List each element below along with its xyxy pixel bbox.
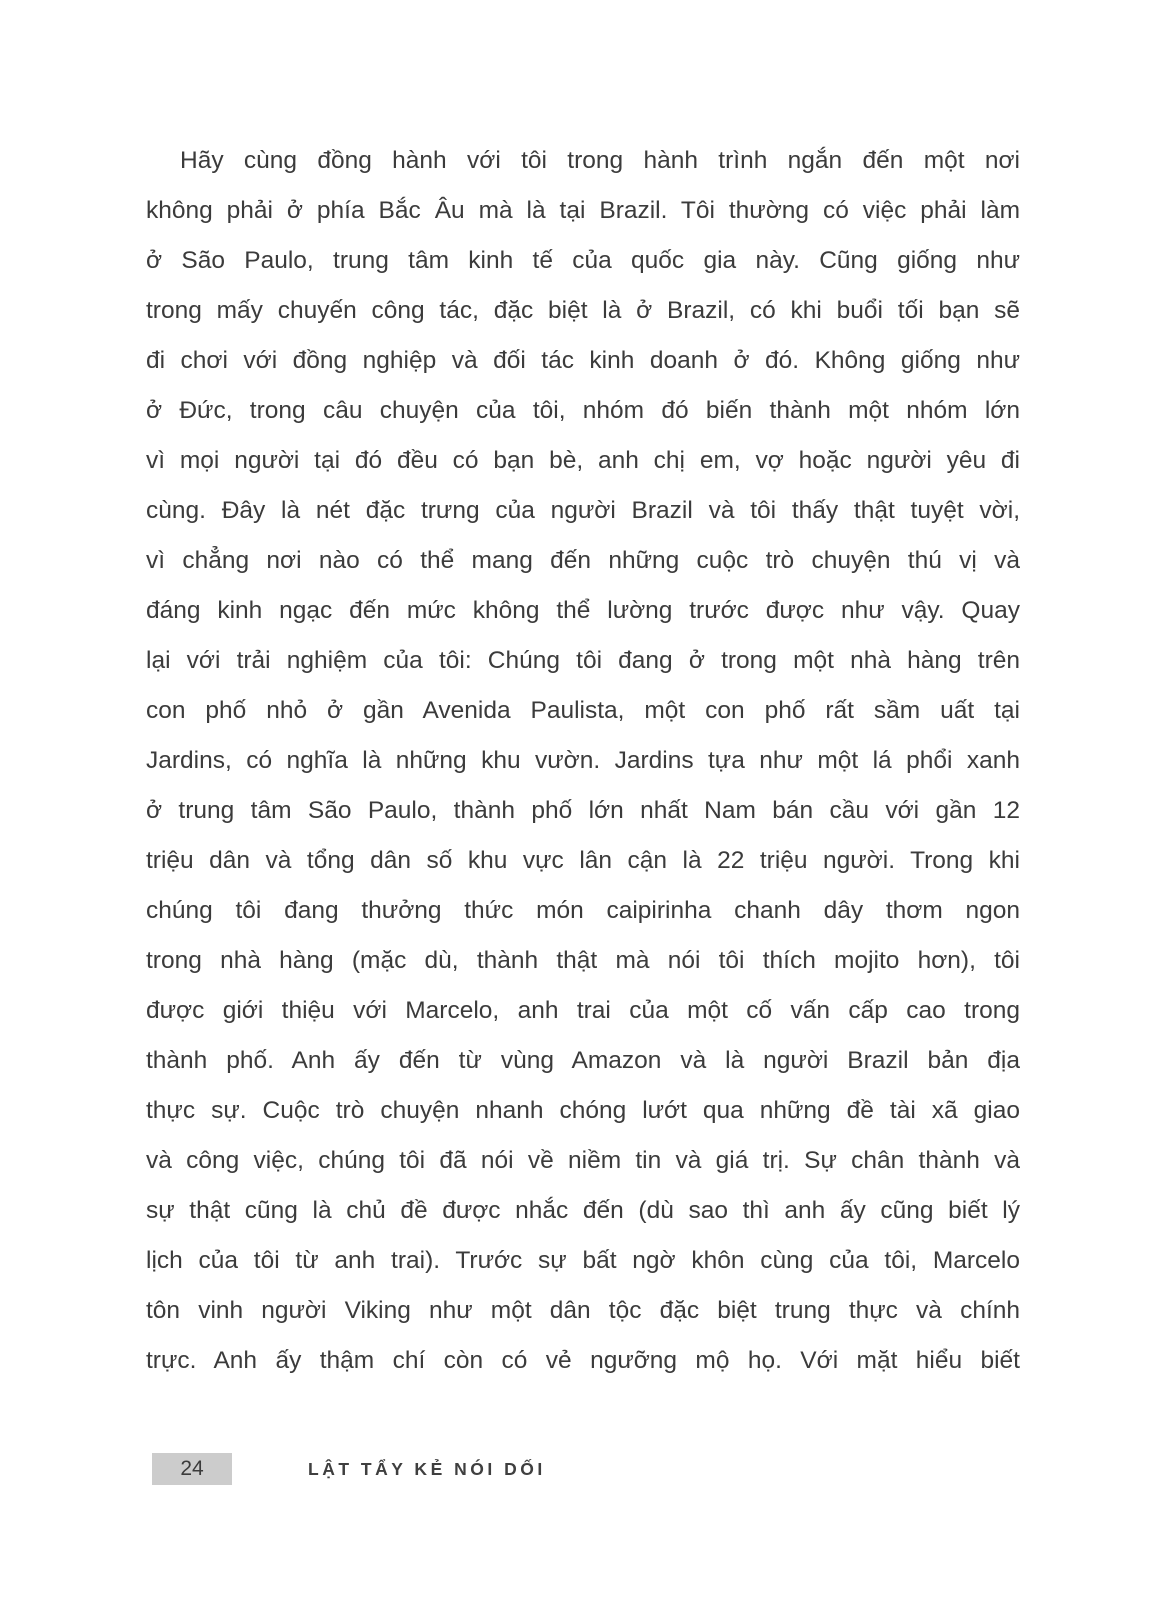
paragraph-line: ở trung tâm São Paulo, thành phố lớn nhất Nam bán cầu với gần 12 — [146, 797, 1020, 824]
paragraph-line: thành phố. Anh ấy đến từ vùng Amazon và là người Brazil bản địa — [146, 1047, 1020, 1074]
page-number-badge — [152, 1453, 232, 1485]
page-number: 24 — [180, 1457, 204, 1480]
paragraph-line: đáng kinh ngạc đến mức không thể lường trước được như vậy. Quay — [146, 597, 1020, 624]
running-title: LẬT TẨY KẺ NÓI DỐI — [308, 1458, 546, 1479]
paragraph-line: Hãy cùng đồng hành với tôi trong hành trình ngắn đến một nơi — [180, 147, 1020, 174]
paragraph-line: lại với trải nghiệm của tôi: Chúng tôi đang ở trong một nhà hàng trên — [146, 647, 1020, 674]
paragraph-line: ở Đức, trong câu chuyện của tôi, nhóm đó biến thành một nhóm lớn — [146, 397, 1020, 424]
paragraph — [146, 136, 1020, 1386]
paragraph-line: được giới thiệu với Marcelo, anh trai của một cố vấn cấp cao trong — [146, 997, 1020, 1024]
paragraph-line: Jardins, có nghĩa là những khu vườn. Jardins tựa như một lá phổi xanh — [146, 747, 1020, 774]
paragraph-line: và công việc, chúng tôi đã nói về niềm tin và giá trị. Sự chân thành và — [146, 1147, 1020, 1174]
paragraph-line: cùng. Đây là nét đặc trưng của người Brazil và tôi thấy thật tuyệt vời, — [146, 497, 1020, 524]
paragraph-line: đi chơi với đồng nghiệp và đối tác kinh doanh ở đó. Không giống như — [146, 347, 1020, 374]
paragraph-line: con phố nhỏ ở gần Avenida Paulista, một con phố rất sầm uất tại — [146, 697, 1020, 724]
paragraph-line: lịch của tôi từ anh trai). Trước sự bất ngờ khôn cùng của tôi, Marcelo — [146, 1247, 1020, 1274]
paragraph-line: vì chẳng nơi nào có thể mang đến những cuộc trò chuyện thú vị và — [146, 547, 1020, 574]
paragraph-line: không phải ở phía Bắc Âu mà là tại Brazil. Tôi thường có việc phải làm — [146, 197, 1020, 224]
paragraph-line: trong nhà hàng (mặc dù, thành thật mà nói tôi thích mojito hơn), tôi — [146, 947, 1020, 974]
paragraph-line: vì mọi người tại đó đều có bạn bè, anh chị em, vợ hoặc người yêu đi — [146, 447, 1020, 474]
paragraph-line: tôn vinh người Viking như một dân tộc đặc biệt trung thực và chính — [146, 1297, 1020, 1324]
paragraph-line: chúng tôi đang thưởng thức món caipirinha chanh dây thơm ngon — [146, 897, 1020, 924]
page-footer — [152, 1452, 546, 1486]
paragraph-line: ở São Paulo, trung tâm kinh tế của quốc gia này. Cũng giống như — [146, 247, 1020, 274]
paragraph-line: trực. Anh ấy thậm chí còn có vẻ ngưỡng mộ họ. Với mặt hiểu biết — [146, 1347, 1020, 1374]
paragraph-line: trong mấy chuyến công tác, đặc biệt là ở Brazil, có khi buổi tối bạn sẽ — [146, 297, 1020, 324]
paragraph-line: sự thật cũng là chủ đề được nhắc đến (dù sao thì anh ấy cũng biết lý — [146, 1197, 1020, 1224]
paragraph-line: thực sự. Cuộc trò chuyện nhanh chóng lướt qua những đề tài xã giao — [146, 1097, 1020, 1124]
paragraph-line: triệu dân và tổng dân số khu vực lân cận là 22 triệu người. Trong khi — [146, 847, 1020, 874]
